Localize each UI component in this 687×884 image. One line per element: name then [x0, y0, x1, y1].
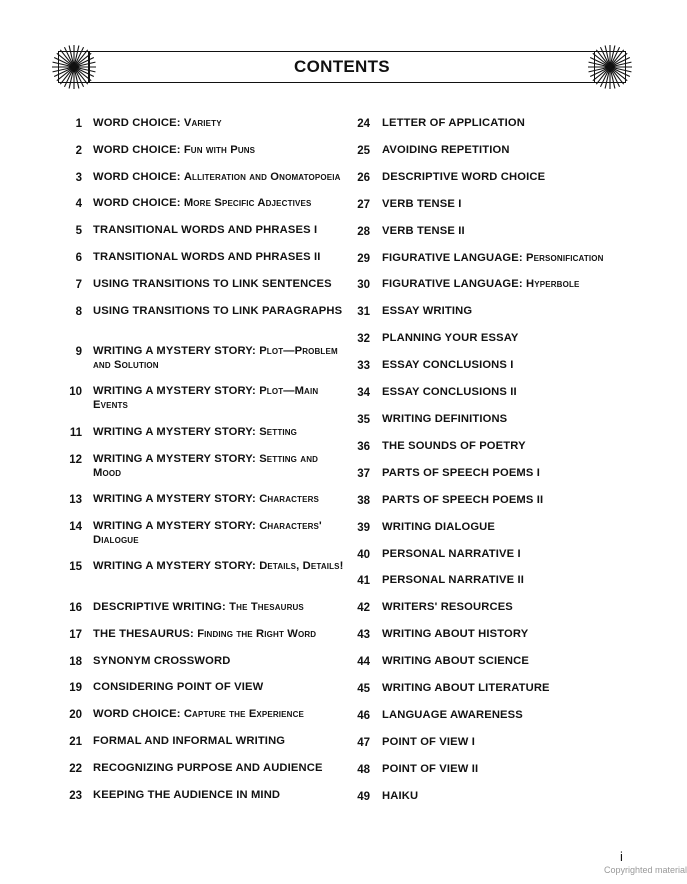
- toc-entry: [60, 251, 345, 265]
- toc-entry: [60, 453, 345, 480]
- toc-entry: [350, 144, 610, 158]
- toc-entry-number: 24: [357, 118, 370, 130]
- starburst-ornament-icon: [594, 51, 626, 83]
- toc-entry-subtitle: Hyperbole: [526, 278, 580, 290]
- toc-entry-subtitle: Plot—Problem and Solution: [93, 345, 338, 371]
- toc-entry-main-title: WORD CHOICE:: [93, 144, 184, 156]
- toc-entry-title: [93, 601, 345, 615]
- toc-entry: [60, 708, 345, 722]
- toc-entry-main-title: WORD CHOICE:: [93, 117, 184, 129]
- toc-entry-subtitle: Alliteration and Onomatopoeia: [183, 171, 341, 183]
- toc-entry-title: [382, 763, 610, 777]
- toc-entry-title: [382, 655, 610, 669]
- toc-entry-title: [93, 453, 345, 480]
- toc-entry-title: [382, 413, 610, 427]
- toc-entry-number: 42: [357, 602, 370, 614]
- toc-entry-main-title: WRITING ABOUT SCIENCE: [382, 655, 529, 667]
- toc-entry: [350, 225, 610, 239]
- toc-entry: [350, 682, 610, 696]
- toc-entry: [350, 171, 610, 185]
- toc-entry-title: [382, 225, 610, 239]
- toc-entry-subtitle: Plot—Main Events: [93, 385, 319, 411]
- toc-entry: [60, 789, 345, 803]
- toc-entry-main-title: USING TRANSITIONS TO LINK PARAGRAPHS: [93, 305, 343, 317]
- toc-entry-title: [93, 305, 345, 319]
- toc-entry-main-title: WRITING A MYSTERY STORY:: [93, 426, 260, 438]
- toc-entry-number: 19: [69, 682, 82, 694]
- toc-entry: [350, 305, 610, 319]
- toc-entry-number: 36: [357, 441, 370, 453]
- toc-entry-main-title: ESSAY CONCLUSIONS I: [382, 359, 514, 371]
- toc-entry-title: [382, 574, 610, 588]
- toc-entry-number: 16: [69, 602, 82, 614]
- toc-entry-title: [93, 278, 345, 292]
- toc-entry: [60, 197, 345, 211]
- toc-entry-number: 40: [357, 549, 370, 561]
- toc-entry-number: 3: [75, 172, 82, 184]
- page-title: CONTENTS: [294, 57, 390, 76]
- toc-entry-main-title: WRITING ABOUT LITERATURE: [382, 682, 550, 694]
- toc-entry-title: [382, 467, 610, 481]
- toc-entry-number: 43: [357, 629, 370, 641]
- toc-entry-number: 2: [75, 145, 82, 157]
- toc-entry-number: 6: [75, 252, 82, 264]
- toc-entry-number: 46: [357, 710, 370, 722]
- toc-entry-title: [382, 198, 610, 212]
- toc-entry-number: 47: [357, 737, 370, 749]
- toc-entry-number: 12: [69, 454, 82, 466]
- toc-entry-title: [382, 494, 610, 508]
- toc-entry-title: [382, 144, 610, 158]
- toc-entry-number: 39: [357, 522, 370, 534]
- toc-entry: [350, 252, 610, 266]
- toc-entry-main-title: WORD CHOICE:: [93, 171, 184, 183]
- toc-entry-main-title: AVOIDING REPETITION: [382, 144, 510, 156]
- toc-entry: [60, 681, 345, 695]
- toc-entry-main-title: PLANNING YOUR ESSAY: [382, 332, 519, 344]
- toc-entry-number: 48: [357, 764, 370, 776]
- toc-entry: [350, 467, 610, 481]
- toc-entry-subtitle: Setting and Mood: [93, 453, 319, 479]
- toc-entry: [350, 790, 610, 804]
- toc-entry-main-title: PARTS OF SPEECH POEMS I: [382, 467, 541, 479]
- toc-entry: [60, 735, 345, 749]
- toc-entry-main-title: FIGURATIVE LANGUAGE:: [382, 278, 527, 290]
- toc-entry-number: 13: [69, 494, 82, 506]
- toc-entry-number: 10: [69, 386, 82, 398]
- toc-entry-main-title: PERSONAL NARRATIVE I: [382, 548, 521, 560]
- toc-entry-main-title: WRITERS' RESOURCES: [382, 601, 513, 613]
- toc-entry-subtitle: More Specific Adjectives: [183, 197, 312, 209]
- toc-entry-main-title: POINT OF VIEW II: [382, 763, 479, 775]
- toc-entry-main-title: POINT OF VIEW I: [382, 736, 475, 748]
- toc-entry-main-title: WRITING A MYSTERY STORY:: [93, 520, 260, 532]
- toc-entry-subtitle: The Thesaurus: [229, 601, 304, 613]
- toc-entry-title: [382, 628, 610, 642]
- toc-entry-title: [93, 762, 345, 776]
- toc-entry-main-title: LANGUAGE AWARENESS: [382, 709, 523, 721]
- toc-entry-subtitle: Setting: [259, 426, 298, 438]
- toc-entry-title: [93, 628, 345, 642]
- toc-entry-number: 25: [357, 145, 370, 157]
- toc-entry-number: 20: [69, 709, 82, 721]
- toc-entry-number: 44: [357, 656, 370, 668]
- toc-entry: [350, 359, 610, 373]
- toc-entry-main-title: VERB TENSE II: [382, 225, 465, 237]
- toc-entry-number: 4: [75, 198, 82, 210]
- toc-entry: [60, 224, 345, 238]
- toc-entry: [60, 560, 345, 574]
- toc-entry-number: 27: [357, 199, 370, 211]
- toc-entry-title: [93, 735, 345, 749]
- toc-entry: [350, 655, 610, 669]
- toc-entry-number: 21: [69, 736, 82, 748]
- toc-entry: [60, 345, 345, 372]
- toc-entry-title: [93, 681, 345, 695]
- toc-entry: [350, 601, 610, 615]
- toc-entry-number: 22: [69, 763, 82, 775]
- toc-entry: [350, 574, 610, 588]
- toc-entry: [350, 117, 610, 131]
- toc-entry-number: 14: [69, 521, 82, 533]
- toc-entry-number: 31: [357, 306, 370, 318]
- toc-entry-main-title: PERSONAL NARRATIVE II: [382, 574, 524, 586]
- toc-entry: [60, 655, 345, 669]
- toc-entry: [60, 601, 345, 615]
- toc-entry-main-title: THE SOUNDS OF POETRY: [382, 440, 526, 452]
- toc-entry: [350, 278, 610, 292]
- toc-entry: [350, 763, 610, 777]
- toc-entry-title: [93, 708, 345, 722]
- page-number: i: [620, 849, 623, 864]
- toc-entry: [350, 628, 610, 642]
- toc-entry-title: [382, 252, 610, 266]
- contents-header: [58, 51, 626, 85]
- toc-entry-main-title: KEEPING THE AUDIENCE IN MIND: [93, 789, 281, 801]
- toc-entry-title: [382, 521, 610, 535]
- toc-entry-main-title: WRITING ABOUT HISTORY: [382, 628, 529, 640]
- toc-entry-main-title: LETTER OF APPLICATION: [382, 117, 525, 129]
- toc-entry: [350, 709, 610, 723]
- toc-entry-title: [382, 171, 610, 185]
- toc-entry-number: 30: [357, 279, 370, 291]
- toc-entry-title: [93, 117, 345, 131]
- toc-entry-main-title: SYNONYM CROSSWORD: [93, 655, 231, 667]
- toc-entry-main-title: FORMAL AND INFORMAL WRITING: [93, 735, 286, 747]
- toc-entry-main-title: WORD CHOICE:: [93, 708, 184, 720]
- toc-entry: [60, 385, 345, 412]
- toc-entry-title: [93, 385, 345, 412]
- toc-entry-title: [93, 520, 345, 547]
- toc-entry-title: [93, 655, 345, 669]
- toc-entry-number: 7: [75, 279, 82, 291]
- toc-entry-main-title: USING TRANSITIONS TO LINK SENTENCES: [93, 278, 332, 290]
- toc-entry: [60, 628, 345, 642]
- toc-entry-title: [382, 548, 610, 562]
- toc-entry-main-title: WRITING A MYSTERY STORY:: [93, 345, 260, 357]
- toc-entry-subtitle: Variety: [183, 117, 222, 129]
- toc-entry-number: 32: [357, 333, 370, 345]
- toc-entry-number: 15: [69, 561, 82, 573]
- toc-entry-main-title: TRANSITIONAL WORDS AND PHRASES II: [93, 251, 321, 263]
- toc-entry-title: [93, 426, 345, 440]
- toc-entry-number: 28: [357, 226, 370, 238]
- toc-entry: [350, 332, 610, 346]
- toc-entry-main-title: VERB TENSE I: [382, 198, 462, 210]
- toc-entry-main-title: ESSAY CONCLUSIONS II: [382, 386, 517, 398]
- toc-entry-main-title: WRITING DEFINITIONS: [382, 413, 508, 425]
- toc-entry-number: 26: [357, 172, 370, 184]
- toc-entry-title: [382, 440, 610, 454]
- toc-entry-subtitle: Characters' Dialogue: [93, 520, 322, 546]
- toc-entry-number: 34: [357, 387, 370, 399]
- toc-entry-main-title: WRITING A MYSTERY STORY:: [93, 453, 260, 465]
- toc-entry-number: 49: [357, 791, 370, 803]
- title-bar: [88, 51, 596, 83]
- toc-entry: [350, 494, 610, 508]
- toc-entry: [60, 520, 345, 547]
- toc-entry-main-title: ESSAY WRITING: [382, 305, 473, 317]
- toc-entry-number: 11: [69, 427, 82, 439]
- toc-entry-title: [93, 251, 345, 265]
- toc-entry: [350, 413, 610, 427]
- toc-entry-main-title: RECOGNIZING PURPOSE AND AUDIENCE: [93, 762, 323, 774]
- toc-entry: [60, 426, 345, 440]
- toc-entry-title: [382, 736, 610, 750]
- toc-entry: [60, 762, 345, 776]
- toc-entry: [350, 521, 610, 535]
- starburst-ornament-icon: [58, 51, 90, 83]
- toc-entry-number: 35: [357, 414, 370, 426]
- toc-entry: [60, 117, 345, 131]
- toc-entry-title: [93, 345, 345, 372]
- toc-entry-subtitle: Characters: [259, 493, 319, 505]
- toc-entry-main-title: CONSIDERING POINT OF VIEW: [93, 681, 264, 693]
- toc-entry-main-title: FIGURATIVE LANGUAGE:: [382, 252, 527, 264]
- toc-entry-title: [382, 278, 610, 292]
- toc-entry-main-title: WORD CHOICE:: [93, 197, 184, 209]
- toc-entry: [350, 548, 610, 562]
- toc-entry: [60, 305, 345, 319]
- toc-entry: [350, 198, 610, 212]
- toc-entry-number: 33: [357, 360, 370, 372]
- toc-entry-subtitle: Finding the Right Word: [197, 628, 317, 640]
- toc-entry-main-title: WRITING DIALOGUE: [382, 521, 496, 533]
- toc-entry-number: 18: [69, 656, 82, 668]
- toc-entry-number: 41: [357, 575, 370, 587]
- toc-entry-title: [382, 305, 610, 319]
- toc-entry-title: [382, 682, 610, 696]
- copyright-notice: Copyrighted material: [604, 865, 687, 875]
- toc-entry-subtitle: Fun with Puns: [183, 144, 256, 156]
- toc-entry-title: [93, 197, 345, 211]
- toc-entry-number: 29: [357, 253, 370, 265]
- toc-entry-main-title: DESCRIPTIVE WORD CHOICE: [382, 171, 546, 183]
- toc-entry-number: 17: [69, 629, 82, 641]
- toc-entry: [60, 171, 345, 185]
- toc-entry-number: 9: [75, 346, 82, 358]
- toc-entry: [350, 386, 610, 400]
- toc-entry-main-title: TRANSITIONAL WORDS AND PHRASES I: [93, 224, 318, 236]
- toc-entry: [60, 144, 345, 158]
- toc-entry-number: 5: [75, 225, 82, 237]
- toc-entry-main-title: THE THESAURUS:: [93, 628, 198, 640]
- toc-entry-number: 23: [69, 790, 82, 802]
- toc-entry-title: [93, 224, 345, 238]
- toc-entry-title: [382, 332, 610, 346]
- toc-entry-subtitle: Details, Details!: [259, 560, 344, 572]
- toc-entry-title: [382, 359, 610, 373]
- toc-entry: [60, 493, 345, 507]
- toc-entry-title: [93, 171, 345, 185]
- toc-entry-main-title: HAIKU: [382, 790, 419, 802]
- toc-entry-subtitle: Personification: [526, 252, 604, 264]
- toc-entry-number: 8: [75, 306, 82, 318]
- toc-entry-title: [382, 386, 610, 400]
- toc-entry: [60, 278, 345, 292]
- toc-entry-number: 38: [357, 495, 370, 507]
- toc-entry-main-title: WRITING A MYSTERY STORY:: [93, 493, 260, 505]
- toc-entry-main-title: DESCRIPTIVE WRITING:: [93, 601, 230, 613]
- toc-entry-title: [382, 601, 610, 615]
- toc-entry-main-title: WRITING A MYSTERY STORY:: [93, 385, 260, 397]
- toc-entry: [350, 440, 610, 454]
- toc-entry-title: [93, 493, 345, 507]
- toc-entry-main-title: WRITING A MYSTERY STORY:: [93, 560, 260, 572]
- toc-entry: [350, 736, 610, 750]
- toc-entry-title: [93, 789, 345, 803]
- toc-entry-title: [382, 709, 610, 723]
- toc-entry-number: 37: [357, 468, 370, 480]
- toc-entry-main-title: PARTS OF SPEECH POEMS II: [382, 494, 544, 506]
- toc-entry-subtitle: Capture the Experience: [183, 708, 305, 720]
- toc-entry-title: [382, 117, 610, 131]
- toc-entry-title: [93, 144, 345, 158]
- toc-entry-title: [382, 790, 610, 804]
- toc-entry-number: 45: [357, 683, 370, 695]
- toc-entry-number: 1: [75, 118, 82, 130]
- toc-entry-title: [93, 560, 345, 574]
